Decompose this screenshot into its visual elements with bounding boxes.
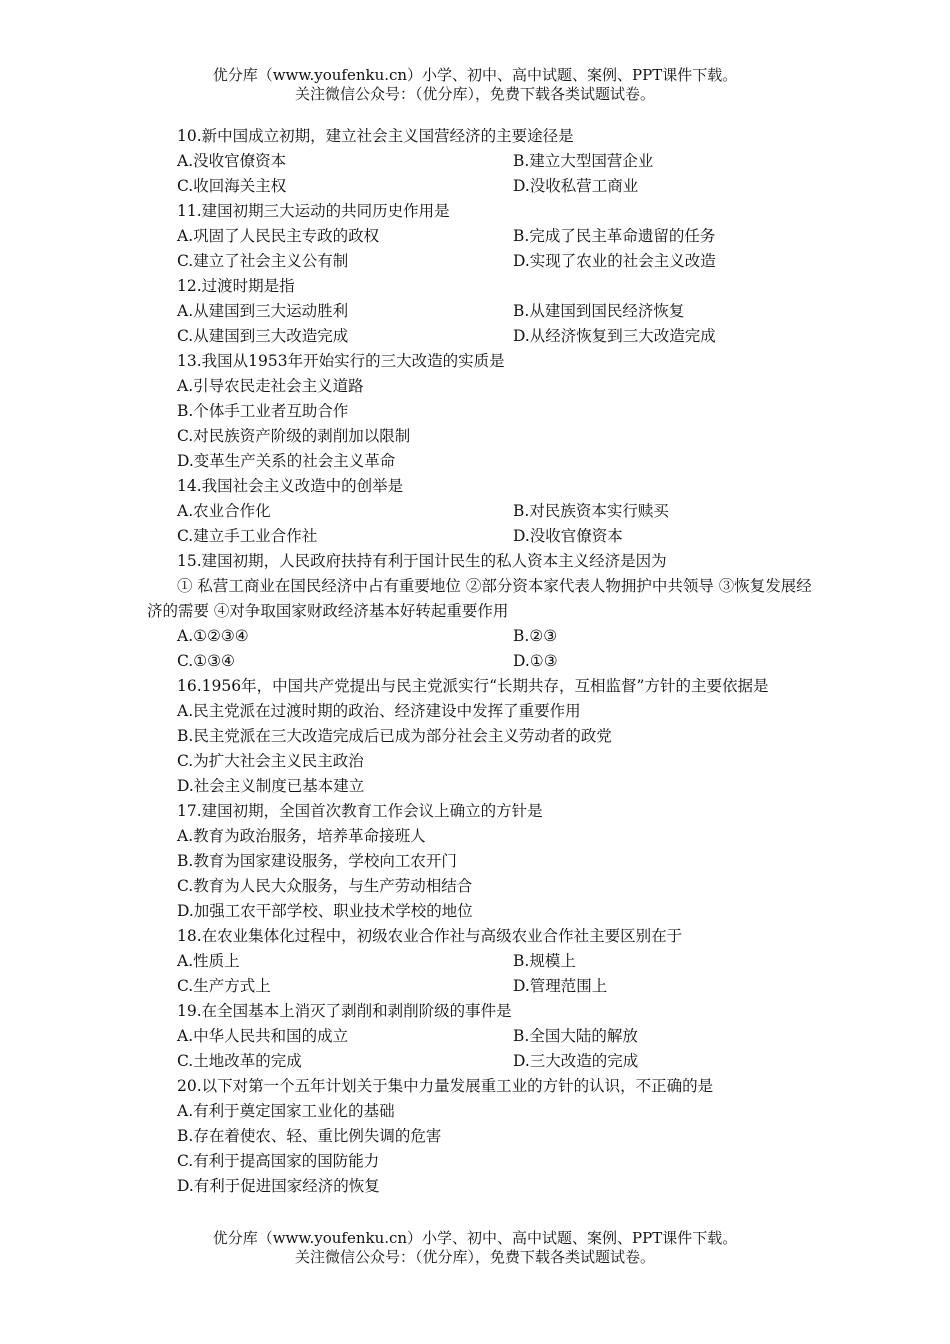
q15-option-b: B.②③ (513, 627, 558, 645)
q11-option-b: B.完成了民主革命遗留的任务 (513, 227, 716, 245)
q10-stem: 10.新中国成立初期，建立社会主义国营经济的主要途径是 (177, 127, 574, 145)
q18-options-row-2 (147, 974, 812, 999)
page-footer (0, 1229, 950, 1267)
q18-option-a: A.性质上 (177, 952, 240, 970)
q15-option-d: D.①③ (513, 652, 558, 670)
q16-option-c: C.为扩大社会主义民主政治 (177, 752, 364, 770)
q15-option-c: C.①③④ (177, 652, 235, 670)
q18-stem: 18.在农业集体化过程中，初级农业合作社与高级农业合作社主要区别在于 (177, 927, 683, 945)
question-list (147, 124, 812, 1199)
q20-stem: 20.以下对第一个五年计划关于集中力量发展重工业的方针的认识，不正确的是 (177, 1077, 714, 1095)
q17-option-d: D.加强工农干部学校、职业技术学校的地位 (177, 902, 473, 920)
q13-option-b: B.个体手工业者互助合作 (177, 402, 349, 420)
q20-option-c: C.有利于提高国家的国防能力 (177, 1152, 380, 1170)
q14-option-b: B.对民族资本实行赎买 (513, 502, 669, 520)
footer-line-1: 优分库（www.youfenku.cn）小学、初中、高中试题、案例、PPT课件下载。 (212, 1229, 738, 1247)
q10-option-a: A.没收官僚资本 (177, 152, 287, 170)
q15-statements: ① 私营工商业在国民经济中占有重要地位 ②部分资本家代表人物拥护中共领导 ③恢复发展经济的需要 ④对争取国家财政经济基本好转起重要作用 (147, 577, 812, 620)
q16-option-a: A.民主党派在过渡时期的政治、经济建设中发挥了重要作用 (177, 702, 581, 720)
q10-option-d: D.没收私营工商业 (513, 177, 639, 195)
q13-option-c: C.对民族资产阶级的剥削加以限制 (177, 427, 411, 445)
q18-option-c: C.生产方式上 (177, 977, 271, 995)
q16-stem: 16.1956年，中国共产党提出与民主党派实行“长期共存，互相监督”方针的主要依据是 (177, 677, 769, 695)
q10-options-row-1 (147, 149, 812, 174)
q20-option-d: D.有利于促进国家经济的恢复 (177, 1177, 380, 1195)
q14-option-d: D.没收官僚资本 (513, 527, 623, 545)
q14-stem: 14.我国社会主义改造中的创举是 (177, 477, 404, 495)
q13-option-d: D.变革生产关系的社会主义革命 (177, 452, 396, 470)
q11-option-a: A.巩固了人民民主专政的政权 (177, 227, 380, 245)
q12-options-row-2 (147, 324, 812, 349)
q12-option-a: A.从建国到三大运动胜利 (177, 302, 349, 320)
q14-option-c: C.建立手工业合作社 (177, 527, 318, 545)
footer-line-2: 关注微信公众号：（优分库），免费下载各类试题试卷。 (294, 1248, 655, 1266)
q19-stem: 19.在全国基本上消灭了剥削和剥削阶级的事件是 (177, 1002, 512, 1020)
q15-options-row-2 (147, 649, 812, 674)
q17-stem: 17.建国初期，全国首次教育工作会议上确立的方针是 (177, 802, 543, 820)
q17-option-a: A.教育为政治服务，培养革命接班人 (177, 827, 426, 845)
q18-option-b: B.规模上 (513, 952, 576, 970)
q11-option-d: D.实现了农业的社会主义改造 (513, 252, 716, 270)
q10-option-c: C.收回海关主权 (177, 177, 287, 195)
q19-option-a: A.中华人民共和国的成立 (177, 1027, 349, 1045)
q11-options-row-1 (147, 224, 812, 249)
q20-option-a: A.有利于奠定国家工业化的基础 (177, 1102, 395, 1120)
page-header (0, 66, 950, 104)
q18-option-d: D.管理范围上 (513, 977, 608, 995)
q18-options-row-1 (147, 949, 812, 974)
q12-option-c: C.从建国到三大改造完成 (177, 327, 349, 345)
q20-option-b: B.存在着使农、轻、重比例失调的危害 (177, 1127, 442, 1145)
q15-stem: 15.建国初期，人民政府扶持有利于国计民生的私人资本主义经济是因为 (177, 552, 667, 570)
q14-option-a: A.农业合作化 (177, 502, 271, 520)
q19-option-b: B.全国大陆的解放 (513, 1027, 638, 1045)
q11-option-c: C.建立了社会主义公有制 (177, 252, 349, 270)
q19-options-row-1 (147, 1024, 812, 1049)
q12-options-row-1 (147, 299, 812, 324)
q12-option-b: B.从建国到国民经济恢复 (513, 302, 685, 320)
q10-option-b: B.建立大型国营企业 (513, 152, 654, 170)
q19-option-c: C.土地改革的完成 (177, 1052, 302, 1070)
q11-stem: 11.建国初期三大运动的共同历史作用是 (177, 202, 450, 220)
q19-options-row-2 (147, 1049, 812, 1074)
q14-options-row-2 (147, 524, 812, 549)
q14-options-row-1 (147, 499, 812, 524)
header-line-1: 优分库（www.youfenku.cn）小学、初中、高中试题、案例、PPT课件下载。 (212, 66, 738, 84)
q10-options-row-2 (147, 174, 812, 199)
q11-options-row-2 (147, 249, 812, 274)
q16-option-b: B.民主党派在三大改造完成后已成为部分社会主义劳动者的政党 (177, 727, 612, 745)
q12-option-d: D.从经济恢复到三大改造完成 (513, 327, 716, 345)
q15-options-row-1 (147, 624, 812, 649)
q17-option-c: C.教育为人民大众服务，与生产劳动相结合 (177, 877, 473, 895)
q13-stem: 13.我国从1953年开始实行的三大改造的实质是 (177, 352, 505, 370)
q17-option-b: B.教育为国家建设服务，学校向工农开门 (177, 852, 457, 870)
q13-option-a: A.引导农民走社会主义道路 (177, 377, 364, 395)
q15-option-a: A.①②③④ (177, 627, 249, 645)
q19-option-d: D.三大改造的完成 (513, 1052, 639, 1070)
q16-option-d: D.社会主义制度已基本建立 (177, 777, 365, 795)
q12-stem: 12.过渡时期是指 (177, 277, 295, 295)
header-line-2: 关注微信公众号：（优分库），免费下载各类试题试卷。 (294, 85, 655, 103)
